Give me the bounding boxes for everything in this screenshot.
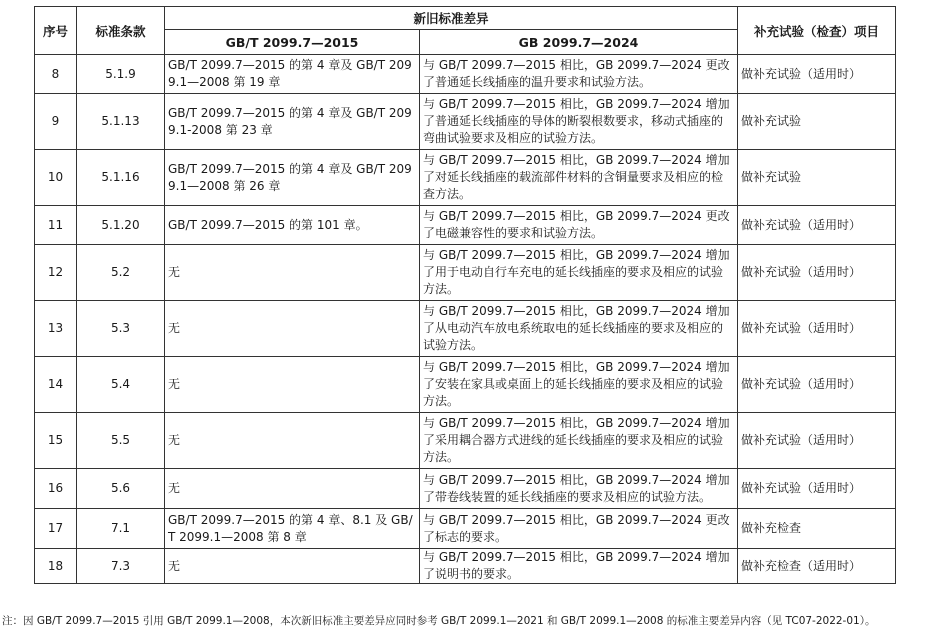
row-new-standard-cell: 与 GB/T 2099.7—2015 相比，GB 2099.7—2024 增加了带卷线装置的延长线插座的要求及相应的试验方法。 (420, 469, 738, 509)
row-clause-cell: 5.1.9 (77, 55, 165, 94)
row-new-standard-cell: 与 GB/T 2099.7—2015 相比，GB 2099.7—2024 更改了标志的要求。 (420, 509, 738, 549)
row-new-standard-cell: 与 GB/T 2099.7—2015 相比，GB 2099.7—2024 更改了普通延长线插座的温升要求和试验方法。 (420, 55, 738, 94)
header-old-standard: GB/T 2099.7—2015 (165, 30, 420, 55)
row-clause-cell: 5.1.13 (77, 94, 165, 150)
row-new-standard-cell: 与 GB/T 2099.7—2015 相比，GB 2099.7—2024 增加了安装在家具或桌面上的延长线插座的要求及相应的试验方法。 (420, 357, 738, 413)
document-page (2, 6, 895, 627)
row-clause-cell: 5.6 (77, 469, 165, 509)
table-body (35, 55, 896, 584)
row-old-standard-cell: GB/T 2099.7—2015 的第 4 章、8.1 及 GB/T 2099.1—2008 第 8 章 (165, 509, 420, 549)
header-new-standard: GB 2099.7—2024 (420, 30, 738, 55)
row-seq-cell: 11 (35, 206, 77, 245)
row-old-standard-cell: 无 (165, 469, 420, 509)
row-supplement-cell: 做补充试验（适用时） (738, 469, 896, 509)
row-supplement-cell: 做补充检查 (738, 509, 896, 549)
row-seq-cell: 18 (35, 549, 77, 584)
row-new-standard-cell: 与 GB/T 2099.7—2015 相比，GB 2099.7—2024 增加了普通延长线插座的导体的断裂根数要求，移动式插座的弯曲试验要求及相应的试验方法。 (420, 94, 738, 150)
row-seq-cell: 16 (35, 469, 77, 509)
row-supplement-cell: 做补充试验（适用时） (738, 301, 896, 357)
row-old-standard-cell: 无 (165, 413, 420, 469)
row-supplement-cell: 做补充试验 (738, 94, 896, 150)
row-new-standard-cell: 与 GB/T 2099.7—2015 相比，GB 2099.7—2024 增加了说明书的要求。 (420, 549, 738, 584)
row-seq-cell: 14 (35, 357, 77, 413)
table-row (35, 301, 896, 357)
row-clause-cell: 7.3 (77, 549, 165, 584)
row-old-standard-cell: 无 (165, 357, 420, 413)
row-seq-cell: 8 (35, 55, 77, 94)
standard-diff-table (34, 6, 896, 584)
header-seq: 序号 (35, 7, 77, 55)
header-clause: 标准条款 (77, 7, 165, 55)
row-new-standard-cell: 与 GB/T 2099.7—2015 相比，GB 2099.7—2024 增加了从电动汽车放电系统取电的延长线插座的要求及相应的试验方法。 (420, 301, 738, 357)
row-clause-cell: 7.1 (77, 509, 165, 549)
row-old-standard-cell: GB/T 2099.7—2015 的第 4 章及 GB/T 2099.1—2008 第 19 章 (165, 55, 420, 94)
table-row (35, 549, 896, 584)
header-row-top (35, 7, 896, 30)
row-seq-cell: 10 (35, 150, 77, 206)
row-supplement-cell: 做补充试验（适用时） (738, 245, 896, 301)
row-clause-cell: 5.1.16 (77, 150, 165, 206)
row-clause-cell: 5.5 (77, 413, 165, 469)
row-clause-cell: 5.3 (77, 301, 165, 357)
row-new-standard-cell: 与 GB/T 2099.7—2015 相比，GB 2099.7—2024 更改了电磁兼容性的要求和试验方法。 (420, 206, 738, 245)
row-seq-cell: 12 (35, 245, 77, 301)
header-diff-group: 新旧标准差异 (165, 7, 738, 30)
header-supplement: 补充试验（检查）项目 (738, 7, 896, 55)
row-clause-cell: 5.2 (77, 245, 165, 301)
row-supplement-cell: 做补充试验（适用时） (738, 357, 896, 413)
row-seq-cell: 15 (35, 413, 77, 469)
row-new-standard-cell: 与 GB/T 2099.7—2015 相比，GB 2099.7—2024 增加了采用耦合器方式进线的延长线插座的要求及相应的试验方法。 (420, 413, 738, 469)
row-seq-cell: 9 (35, 94, 77, 150)
row-supplement-cell: 做补充试验（适用时） (738, 55, 896, 94)
row-supplement-cell: 做补充试验（适用时） (738, 413, 896, 469)
table-row (35, 509, 896, 549)
row-seq-cell: 13 (35, 301, 77, 357)
row-new-standard-cell: 与 GB/T 2099.7—2015 相比，GB 2099.7—2024 增加了用于电动自行车充电的延长线插座的要求及相应的试验方法。 (420, 245, 738, 301)
table-row (35, 94, 896, 150)
row-seq-cell: 17 (35, 509, 77, 549)
table-row (35, 413, 896, 469)
row-old-standard-cell: GB/T 2099.7—2015 的第 4 章及 GB/T 2099.1—2008 第 26 章 (165, 150, 420, 206)
row-old-standard-cell: 无 (165, 549, 420, 584)
row-supplement-cell: 做补充检查（适用时） (738, 549, 896, 584)
table-row (35, 245, 896, 301)
row-old-standard-cell: 无 (165, 301, 420, 357)
table-row (35, 55, 896, 94)
row-supplement-cell: 做补充试验 (738, 150, 896, 206)
table-row (35, 469, 896, 509)
row-clause-cell: 5.4 (77, 357, 165, 413)
row-old-standard-cell: GB/T 2099.7—2015 的第 4 章及 GB/T 2099.1-2008 第 23 章 (165, 94, 420, 150)
table-row (35, 357, 896, 413)
row-old-standard-cell: GB/T 2099.7—2015 的第 101 章。 (165, 206, 420, 245)
row-supplement-cell: 做补充试验（适用时） (738, 206, 896, 245)
row-old-standard-cell: 无 (165, 245, 420, 301)
table-row (35, 206, 896, 245)
table-row (35, 150, 896, 206)
row-clause-cell: 5.1.20 (77, 206, 165, 245)
row-new-standard-cell: 与 GB/T 2099.7—2015 相比，GB 2099.7—2024 增加了对延长线插座的载流部件材料的含铜量要求及相应的检查方法。 (420, 150, 738, 206)
table-footnote: 注：因 GB/T 2099.7—2015 引用 GB/T 2099.1—2008，本次新旧标准主要差异应同时参考 GB/T 2099.1—2021 和 GB/T 2099.1—2008 的标准主要差异内容（见 TC07-2022-01）。 (2, 615, 876, 627)
